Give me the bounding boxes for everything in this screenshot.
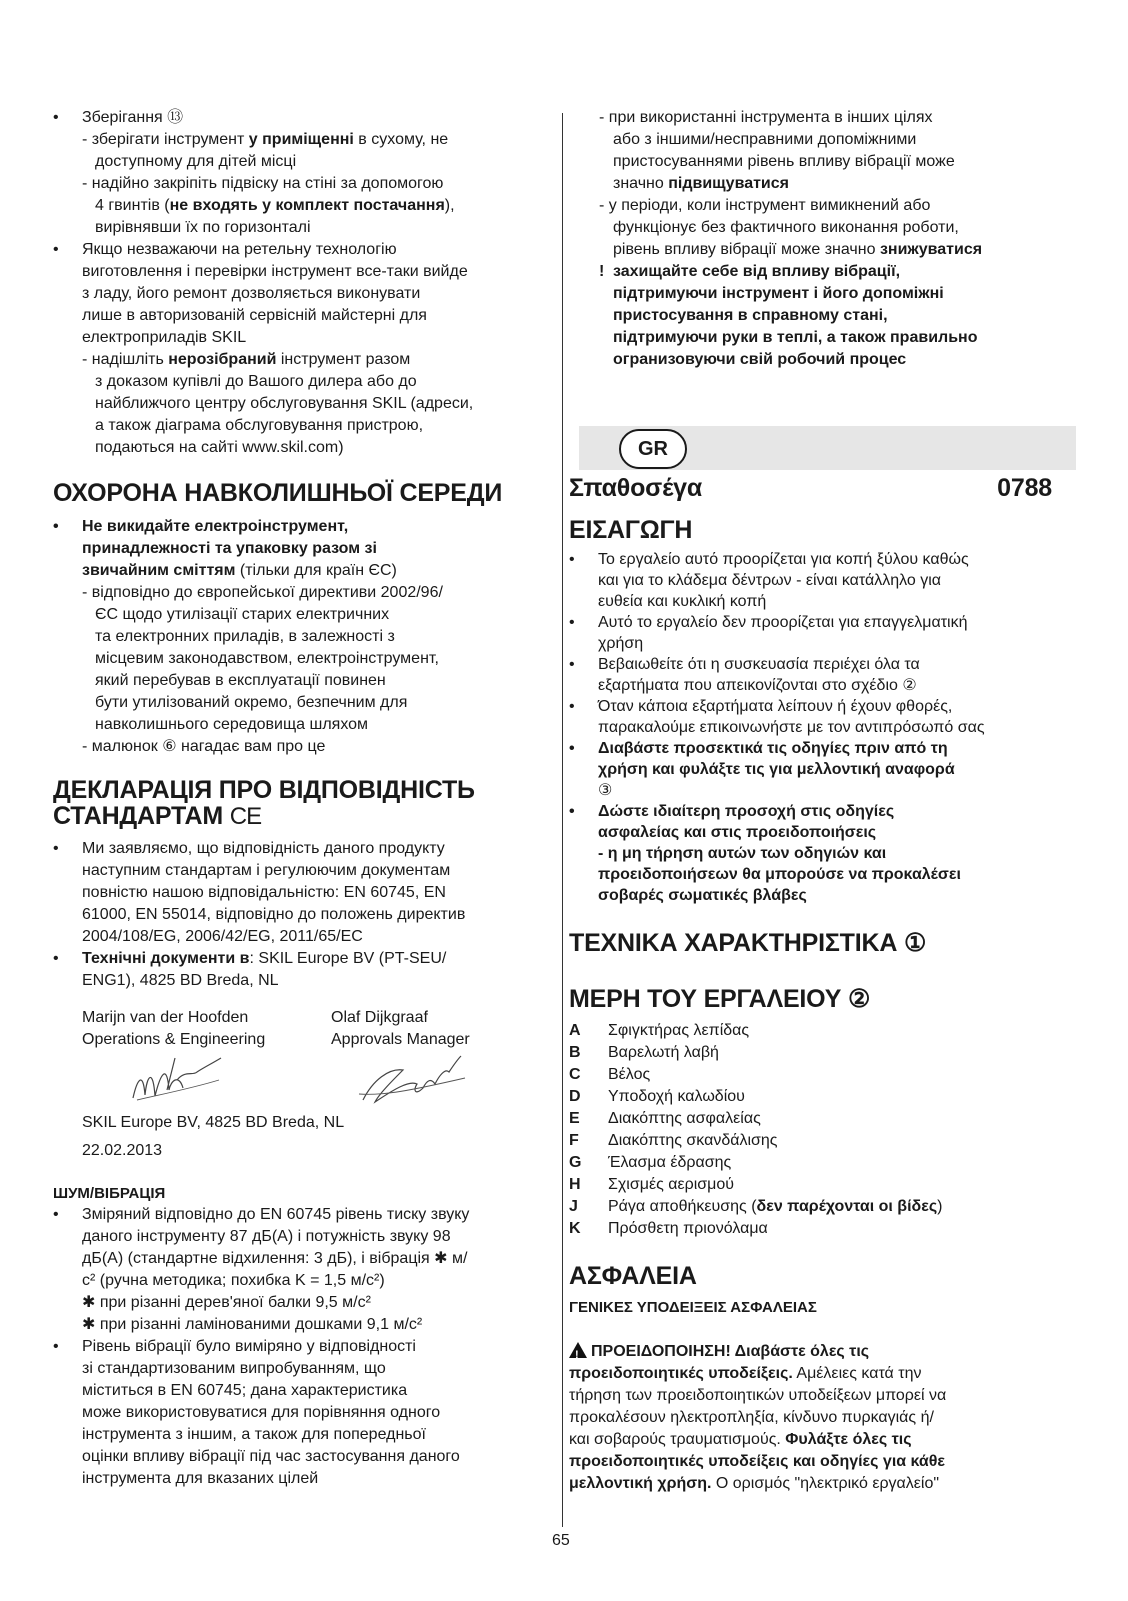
bullet: •	[569, 803, 575, 820]
text-line: Διαβάστε προσεκτικά τις οδηγίες πριν από τη	[598, 740, 948, 757]
text-line: και για το κλάδεμα δέντρων - είναι κατάλληλο για	[598, 572, 942, 589]
product-name: Σπαθοσέγα	[569, 474, 703, 502]
text-line: σοβαρές σωματικές βλάβες	[598, 887, 807, 904]
text-line: рівень впливу вібрації може значно знижуватися	[613, 241, 983, 258]
text-line: вирівнявши їх по горизонталі	[95, 219, 311, 236]
text-line: ЄС щодо утилізації старих електричних	[95, 606, 390, 623]
text-line: ✱ при різанні ламінованими дошками 9,1 м/с²	[82, 1316, 423, 1333]
signatory-2-title: Approvals Manager	[331, 1031, 470, 1048]
text-line: оцінки впливу вібрації під час застосування даного	[82, 1448, 460, 1465]
text-line: Όταν κάποια εξαρτήματα λείπουν ή έχουν φθορές,	[598, 698, 953, 715]
text-line: міститься в EN 60745; дана характеристика	[82, 1382, 408, 1399]
product-code: 0788	[997, 474, 1052, 502]
text-line: наступним стандартам і регулюючим документам	[82, 862, 451, 879]
bullet: •	[53, 1338, 59, 1355]
text-line: μελλοντική χρήση. Ο ορισμός "ηλεκτρικό εργαλείο"	[569, 1475, 940, 1492]
signatory-1-name: Marijn van der Hoofden	[82, 1009, 249, 1026]
text-line: προειδοποιητικές υποδείξεις και οδηγίες για κάθε	[569, 1453, 946, 1470]
part-key: G	[569, 1154, 582, 1171]
text-line: бути утилізований окремо, безпечним для	[95, 694, 408, 711]
part-key: J	[569, 1198, 578, 1215]
text-line: може використовуватися для порівняння одного	[82, 1404, 441, 1421]
text-line: 2004/108/EG, 2006/42/EG, 2011/65/EC	[82, 928, 363, 945]
part-key: A	[569, 1022, 581, 1039]
company-address: SKIL Europe BV, 4825 BD Breda, NL	[82, 1114, 345, 1131]
text-line: εξαρτήματα που απεικονίζονται στο σχέδιο ②	[598, 677, 917, 694]
text-line: Βεβαιωθείτε ότι η συσκευασία περιέχει όλα τα	[598, 656, 920, 673]
text-line: ③	[598, 782, 613, 799]
text-line: προειδοποιητικές υποδείξεις. Αμέλειες κατά την	[569, 1365, 922, 1382]
part-key: K	[569, 1220, 581, 1237]
text-line: звичайним сміттям (тільки для країн ЄС)	[82, 562, 397, 579]
part-label: Βαρελωτή λαβή	[608, 1044, 719, 1061]
part-key: H	[569, 1176, 581, 1193]
bullet: •	[53, 109, 59, 126]
tech-specs-heading: ΤΕΧΝΙΚΑ ΧΑΡΑΚΤΗΡΙΣΤΙΚΑ ①	[569, 929, 927, 957]
part-label: Σχισμές αερισμού	[608, 1176, 735, 1193]
text-line: χρήση και φυλάξτε τις για μελλοντική αναφορά	[598, 761, 955, 778]
text-line: Технічні документи в: SKIL Europe BV (PT-SEU/	[82, 950, 447, 967]
text-line: значно підвищуватися	[613, 175, 789, 192]
part-label: Υποδοχή καλωδίου	[608, 1088, 745, 1105]
language-badge: GR	[619, 429, 687, 469]
safety-heading: ΑΣΦΑΛΕΙΑ	[569, 1262, 697, 1290]
text-line: захищайте себе від впливу вібрації,	[613, 263, 901, 280]
page-number: 65	[552, 1532, 570, 1549]
text-line: 61000, EN 55014, відповідно до положень директив	[82, 906, 466, 923]
text-line: місцевим законодавством, електроінструмент,	[95, 650, 439, 667]
text-line: найближчого центру обслуговування SKIL (адреси,	[95, 395, 474, 412]
text-line: інструмента для вказаних цілей	[82, 1470, 319, 1487]
declaration-date: 22.02.2013	[82, 1142, 163, 1159]
part-key: F	[569, 1132, 579, 1149]
signature-2-image	[353, 1050, 473, 1110]
part-label: Έλασμα έδρασης	[608, 1154, 732, 1171]
bullet: •	[53, 840, 59, 857]
text-line: с² (ручна методика; похибка K = 1,5 м/с²)	[82, 1272, 385, 1289]
part-label: Πρόσθετη πριονόλαμα	[608, 1220, 768, 1237]
signatory-1-title: Operations & Engineering	[82, 1031, 266, 1048]
intro-heading: ΕΙΣΑΓΩΓΗ	[569, 516, 693, 544]
text-line: - надійно закріпіть підвіску на стіні за допомогою	[82, 175, 444, 192]
text-line: ευθεία και κυκλική κοπή	[598, 593, 767, 610]
text-line: інструмента з іншим, а також для попередньої	[82, 1426, 426, 1443]
text-line: функціонує без фактичного виконання роботи,	[613, 219, 959, 236]
text-line: з доказом купівлі до Вашого дилера або до	[95, 373, 417, 390]
text-line: Рівень вібрації було виміряно у відповідності	[82, 1338, 416, 1355]
text-line: τήρηση των προειδοποιητικών υποδείξεων μπορεί να	[569, 1387, 947, 1404]
text-line: Якщо незважаючи на ретельну технологію	[82, 241, 397, 258]
warning-icon	[569, 1342, 587, 1358]
column-divider	[562, 113, 563, 1527]
part-label: Βέλος	[608, 1066, 651, 1083]
bullet: •	[53, 518, 59, 535]
text-line: підтримуючи інструмент і його допоміжні	[613, 285, 944, 302]
text-line: лише в авторизованій сервісній майстерні для	[82, 307, 427, 324]
text-line: παρακαλούμε επικοινωνήστε με τον αντιπρόσωπό σας	[598, 719, 985, 736]
text-line: !ΠΡΟΕΙΔΟΠΟΙΗΣΗ! Διαβάστε όλες τις	[569, 1341, 869, 1363]
text-line: а також діаграма обслуговування пристрою,	[95, 417, 424, 434]
declaration-heading: ДЕКЛАРАЦІЯ ПРО ВІДПОВІДНІСТЬ	[53, 776, 475, 804]
text-line: Зміряний відповідно до EN 60745 рівень тиску звуку	[82, 1206, 470, 1223]
signature-1-image	[123, 1050, 233, 1110]
text-line: και σοβαρούς τραυματισμούς. Φυλάξτε όλες τις	[569, 1431, 912, 1448]
text-line: огранизовуючи свій робочий процес	[613, 351, 907, 368]
text-line: Ми заявляємо, що відповідність даного продукту	[82, 840, 445, 857]
ce-mark-icon: CE	[229, 803, 262, 830]
text-line: - у періоди, коли інструмент вимикнений або	[599, 197, 931, 214]
part-key: E	[569, 1110, 580, 1127]
noise-heading: ШУМ/ВІБРАЦІЯ	[53, 1185, 166, 1202]
text-line: з ладу, його ремонт дозволяється виконувати	[82, 285, 421, 302]
bullet: •	[569, 740, 575, 757]
safety-subheading: ΓΕΝΙΚΕΣ ΥΠΟΔΕΙΞΕΙΣ ΑΣΦΑΛΕΙΑΣ	[569, 1299, 817, 1316]
environment-heading: ОХОРОНА НАВКОЛИШНЬОЇ СЕРЕДИ	[53, 479, 503, 507]
storage-heading: Зберігання ⑬	[82, 109, 184, 126]
text-line: - зберігати інструмент у приміщенні в сухому, не	[82, 131, 449, 148]
bullet: •	[53, 241, 59, 258]
text-line: ENG1), 4825 BD Breda, NL	[82, 972, 279, 989]
parts-heading: ΜΕΡΗ ΤΟΥ ΕΡΓΑΛΕΙΟΥ ②	[569, 985, 871, 1013]
text-line: пристосуваннями рівень впливу вібрації може	[613, 153, 955, 170]
part-key: D	[569, 1088, 581, 1105]
text-line: або з іншими/несправними допоміжними	[613, 131, 917, 148]
text-line: принадлежності та упаковку разом зі	[82, 540, 377, 557]
part-key: B	[569, 1044, 581, 1061]
text-line: - при використанні інструмента в інших цілях	[599, 109, 933, 126]
text-line: дБ(A) (стандартне відхилення: 3 дБ), і вібрація ✱ м/	[82, 1250, 468, 1267]
text-line: повністю нашою відповідальністю: EN 60745, EN	[82, 884, 446, 901]
text-line: виготовлення і перевірки інструмент все-таки вийде	[82, 263, 468, 280]
bullet: •	[569, 698, 575, 715]
text-line: - відповідно до європейської директиви 2002/96/	[82, 584, 443, 601]
bullet: •	[53, 950, 59, 967]
text-line: ασφαλείας και στις προειδοποιήσεις	[598, 824, 877, 841]
text-line: даного інструменту 87 дБ(A) і потужність звуку 98	[82, 1228, 451, 1245]
text-line: який перебував в експлуатації повинен	[95, 672, 386, 689]
text-line: пристосування в справному стані,	[613, 307, 888, 324]
text-line: Αυτό το εργαλείο δεν προορίζεται για επαγγελματική	[598, 614, 968, 631]
text-line: електроприладів SKIL	[82, 329, 247, 346]
exclamation-icon: !	[599, 263, 605, 280]
bullet: •	[569, 551, 575, 568]
text-line: ✱ при різанні дерев'яної балки 9,5 м/с²	[82, 1294, 371, 1311]
part-label: Σφιγκτήρας λεπίδας	[608, 1022, 750, 1039]
bullet: •	[53, 1206, 59, 1223]
text-line: навколишнього середовища шляхом	[95, 716, 369, 733]
text-line: χρήση	[598, 635, 644, 652]
part-label: Ράγα αποθήκευσης (δεν παρέχονται οι βίδες)	[608, 1198, 943, 1215]
declaration-heading-2: СТАНДАРТАМ CE	[53, 802, 262, 830]
text-line: - малюнок ⑥ нагадає вам про це	[82, 738, 326, 755]
text-line: подаються на сайті www.skil.com)	[95, 439, 344, 456]
bullet: •	[569, 614, 575, 631]
text-line: підтримуючи руки в теплі, а також правильно	[613, 329, 978, 346]
signatory-2-name: Olaf Dijkgraaf	[331, 1009, 428, 1026]
part-key: C	[569, 1066, 581, 1083]
part-label: Διακόπτης ασφαλείας	[608, 1110, 761, 1127]
bullet: •	[569, 656, 575, 673]
text-line: 4 гвинтів (не входять у комплект постачання),	[95, 197, 455, 214]
text-line: - η μη τήρηση αυτών των οδηγιών και	[598, 845, 887, 862]
text-line: Не викидайте електроінструмент,	[82, 518, 349, 535]
text-line: зі стандартизованим випробуванням, що	[82, 1360, 386, 1377]
text-line: προειδοποιήσεων θα μπορούσε να προκαλέσει	[598, 866, 961, 883]
text-line: Δώστε ιδιαίτερη προσοχή στις οδηγίες	[598, 803, 895, 820]
part-label: Διακόπτης σκανδάλισης	[608, 1132, 778, 1149]
text-line: - надішліть нерозібраний інструмент разом	[82, 351, 411, 368]
text-line: та електронних приладів, в залежності з	[95, 628, 395, 645]
text-line: доступному для дітей місці	[95, 153, 297, 170]
text-line: Το εργαλείο αυτό προορίζεται για κοπή ξύλου καθώς	[598, 551, 969, 568]
text-line: προκαλέσουν ηλεκτροπληξία, κίνδυνο πυρκαγιάς ή/	[569, 1409, 934, 1426]
